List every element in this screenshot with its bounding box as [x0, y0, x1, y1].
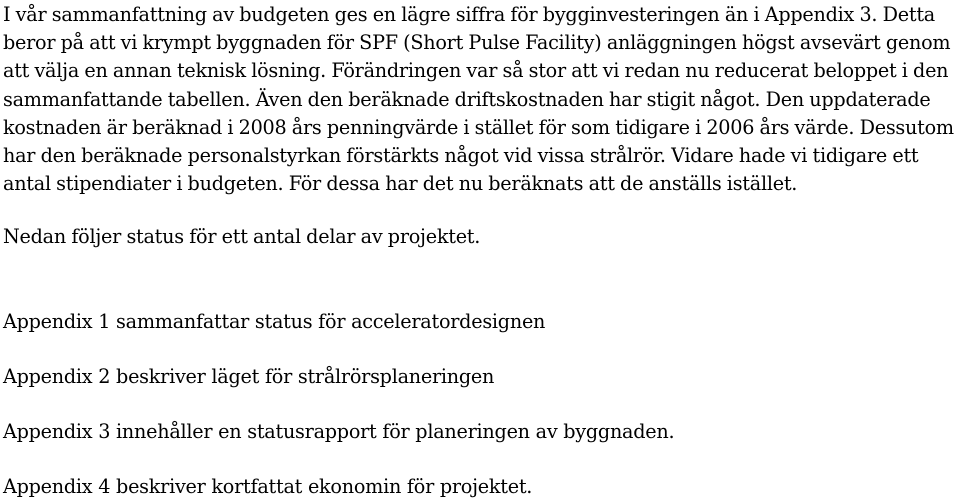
- intro-line: har den beräknade personalstyrkan förstärkts något vid vissa strålrör. Vidare hade vi tidigare ett: [3, 144, 919, 168]
- intro-line: sammanfattande tabellen. Även den beräknade driftskostnaden har stigit något. Den uppdaterade: [3, 87, 931, 111]
- intro-line: kostnaden är beräknad i 2008 års penningvärde i stället för som tidigare i 2006 års värde. Dessutom: [3, 115, 954, 139]
- appendix-3-item: Appendix 3 innehåller en statusrapport för planeringen av byggnaden.: [3, 420, 675, 443]
- status-intro-paragraph: Nedan följer status för ett antal delar av projektet.: [3, 225, 481, 248]
- intro-line: att välja en annan teknisk lösning. Förändringen var så stor att vi redan nu reducerat beloppet i den: [3, 59, 949, 83]
- appendix-1-item: Appendix 1 sammanfattar status för acceleratordesignen: [3, 310, 546, 333]
- intro-line: antal stipendiater i budgeten. För dessa har det nu beräknats att de anställs istället.: [3, 172, 798, 196]
- intro-paragraph: [3, 1, 954, 198]
- appendix-4-item: Appendix 4 beskriver kortfattat ekonomin för projektet.: [3, 475, 533, 498]
- intro-line: beror på att vi krympt byggnaden för SPF (Short Pulse Facility) anläggningen högst avsevärt genom: [3, 31, 951, 55]
- intro-line: I vår sammanfattning av budgeten ges en lägre siffra för bygginvesteringen än i Appendix 3. Detta: [3, 3, 935, 26]
- appendix-2-item: Appendix 2 beskriver läget för strålrörsplaneringen: [3, 365, 495, 388]
